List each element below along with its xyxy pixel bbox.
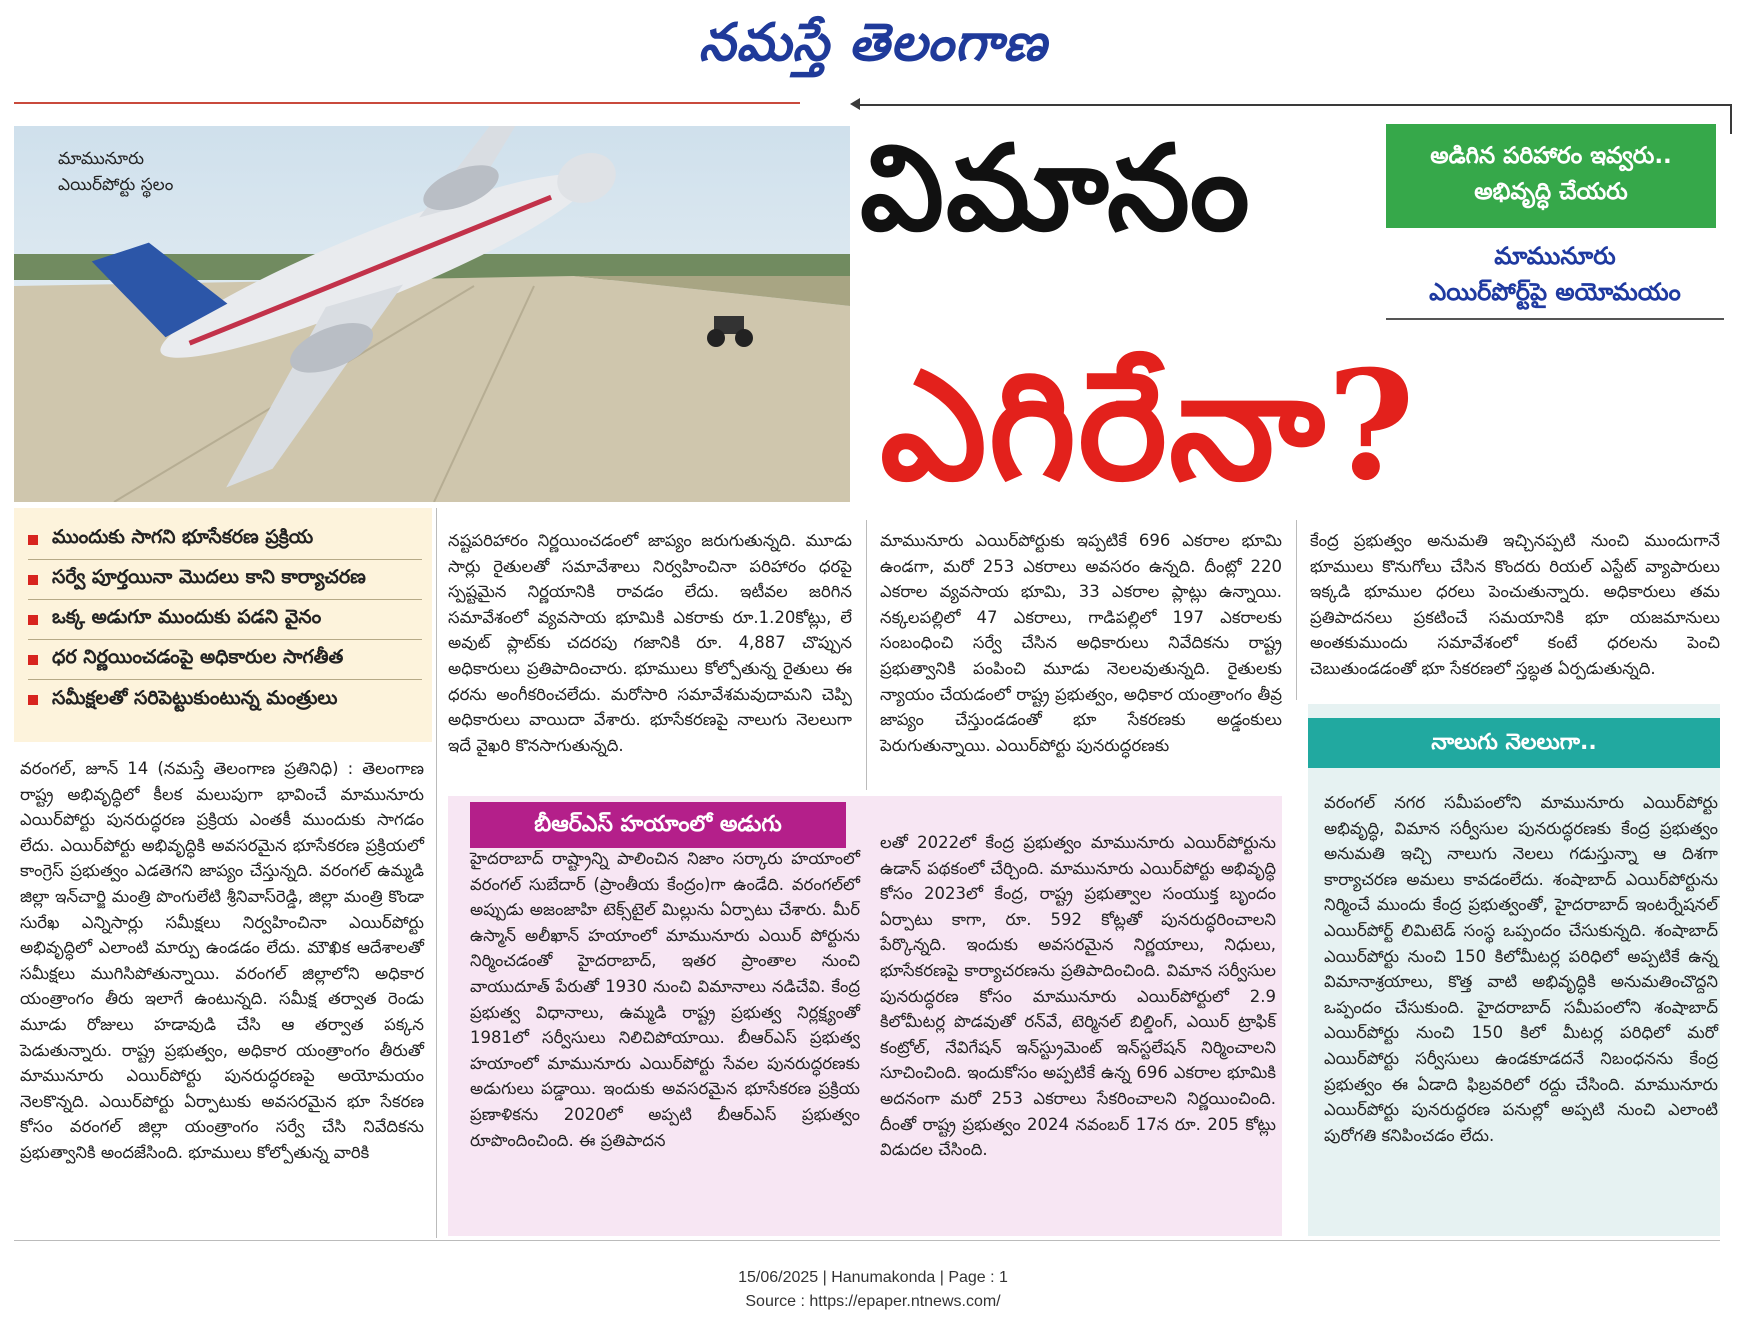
subheadline-line2: ఎయిర్‌పోర్ట్‌పై అయోమయం	[1429, 278, 1681, 306]
highlight-text: ఒక్క అడుగూ ముందుకు పడని వైనం	[52, 606, 322, 628]
headline-line1: విమానం	[860, 118, 1252, 257]
photo-caption-line1: మామునూరు	[58, 149, 145, 169]
column-divider	[866, 520, 867, 790]
article-paragraph: హైదరాబాద్ రాష్ట్రాన్ని పాలించిన నిజాం సర్కారు హయాంలో వరంగల్ సుబేదార్ (ప్రాంతీయ కేంద్రం)గా ఉండేది. వరంగల్‌లో అప్పుడు అజంజాహి టెక్స్‌టైల్ మిల్లును ఏర్పాటు చేశారు. మీర్ ఉస్మాన్ అలీఖాన్ హయాంలో మామునూరు ఎయిర్ పోర్టును నిర్మించడంతో హైదరాబాద్, ఇతర ప్రాంతాల నుంచి వాయుదూత్ పేరుతో 1930 నుంచి విమానాలు నడిచేవి. కేంద్ర ప్రభుత్వ విధానాలు, ఉమ్మడి రాష్ట్ర ప్రభుత్వ నిర్లక్ష్యంతో 1981లో సర్వీసులు నిలిచిపోయాయి. బీఆర్‌ఎస్ ప్రభుత్వ హయాంలో మామునూరు ఎయిర్‌పోర్టు సేవల పునరుద్ధరణకు అడుగులు పడ్డాయి. ఇందుకు అవసరమైన భూసేకరణ ప్రక్రియ ప్రణాళికను 2020లో అప్పటి బీఆర్‌ఎస్ ప్రభుత్వం రూపొందించింది. ఈ ప్రతిపాదన	[470, 849, 860, 1150]
side-story-title: నాలుగు నెలలుగా..	[1308, 718, 1720, 768]
masthead-rule-left	[14, 102, 800, 104]
bottom-rule	[14, 1240, 1720, 1241]
page-footer	[0, 1266, 1746, 1314]
bullet-square-icon	[28, 655, 38, 665]
kicker-line2: అభివృద్ధి చేయరు	[1474, 179, 1628, 205]
subheadline-line1: మామునూరు	[1494, 242, 1616, 270]
highlight-item	[28, 600, 422, 640]
subheadline-underline	[1386, 318, 1724, 320]
column-divider	[436, 508, 437, 1238]
highlight-item	[28, 640, 422, 680]
highlight-text: ముందుకు సాగని భూసేకరణ ప్రక్రియ	[52, 526, 314, 548]
airport-photo	[14, 126, 850, 502]
sidebar-story-column-2	[880, 830, 1276, 1163]
headline-line2: ఎగిరేనా?	[880, 338, 1417, 514]
bullet-square-icon	[28, 615, 38, 625]
article-column-1	[20, 756, 424, 1166]
highlight-item	[28, 560, 422, 600]
masthead-rule-end	[1730, 104, 1732, 134]
highlight-text: సమీక్షలతో సరిపెట్టుకుంటున్న మంత్రులు	[52, 686, 338, 709]
sidebar-story-title: బీఆర్‌ఎస్ హయాంలో అడుగు	[470, 802, 846, 848]
side-story-column	[1324, 790, 1718, 1148]
kicker-line1: అడిగిన పరిహారం ఇవ్వరు..	[1430, 143, 1672, 169]
bullet-square-icon	[28, 575, 38, 585]
article-paragraph: నష్టపరిహారం నిర్ణయించడంలో జాప్యం జరుగుతున్నది. మూడు సార్లు రైతులతో సమావేశాలు నిర్వహించినా పరిహారం ధరపై స్పష్టమైన నిర్ణయానికి రావడం లేదు. ఇటీవల జరిగిన సమావేశంలో వ్యవసాయ భూమికి ఎకరాకు రూ.1.20కోట్లు, లే అవుట్ ప్లాట్‌కు చదరపు గజానికి రూ. 4,887 చొప్పున అధికారులు ప్రతిపాదించారు. భూములు కోల్పోతున్న రైతులు ఈ ధరను అంగీకరించలేదు. మరోసారి సమావేశమవుదామని చెప్పి అధికారులు వాయిదా వేశారు. భూసేకరణపై నాలుగు నెలలుగా ఇదే వైఖరి కొనసాగుతున్నది.	[448, 531, 852, 755]
article-paragraph: కేంద్ర ప్రభుత్వం అనుమతి ఇచ్చినప్పటి నుంచి ముందుగానే భూములు కొనుగోలు చేసిన కొందరు రియల్ ఎస్టేట్ వ్యాపారులు ఇక్కడి భూముల ధరలు పెంచుతున్నారు. అధికారులు తమ ప్రతిపాదనలు ప్రకటించే సమయానికి భూ యజమానులు అంతకుముందు సమావేశంలో కంటే ధరలను పెంచి చెబుతుండడంతో భూ సేకరణలో స్తబ్ధత ఏర్పడుతున్నది.	[1310, 531, 1720, 678]
article-paragraph: మామునూరు ఎయిర్‌పోర్టుకు ఇప్పటికే 696 ఎకరాల భూమి ఉండగా, మరో 253 ఎకరాలు అవసరం ఉన్నది. దీంట్లో 220 ఎకరాల వ్యవసాయ భూమి, 33 ఎకరాల ప్లాట్లు ఉన్నాయి. నక్కలపల్లిలో 47 ఎకరాలు, గాడిపల్లిలో 197 ఎకరాలకు సంబంధించి సర్వే చేసిన అధికారులు నివేదికను రాష్ట్ర ప్రభుత్వానికి పంపించి మూడు నెలలవుతున్నది. రైతులకు న్యాయం చేయడంలో రాష్ట్ర ప్రభుత్వం, అధికార యంత్రాంగం తీవ్ర జాప్యం చేస్తుండడంతో భూ సేకరణకు అడ్డంకులు పెరుగుతున్నాయి. ఎయిర్‌పోర్టు పునరుద్ధరణకు	[880, 531, 1282, 755]
kicker-box	[1386, 124, 1716, 228]
masthead-rule-right	[858, 104, 1732, 106]
article-column-2	[448, 528, 852, 758]
subheadline	[1386, 238, 1724, 310]
footer-edition-info: 15/06/2025 | Hanumakonda | Page : 1	[738, 1269, 1008, 1286]
article-paragraph: వరంగల్ నగర సమీపంలోని మామునూరు ఎయిర్‌పోర్టు అభివృద్ధి, విమాన సర్వీసుల పునరుద్ధరణకు కేంద్ర ప్రభుత్వం అనుమతి ఇచ్చి నాలుగు నెలలు గడుస్తున్నా ఆ దిశగా కార్యాచరణ అమలు కావడంలేదు. శంషాబాద్ ఎయిర్‌పోర్టును నిర్మించే ముందు కేంద్ర ప్రభుత్వంతో, హైదరాబాద్ ఇంటర్నేషనల్ ఎయిర్‌పోర్ట్ లిమిటెడ్ సంస్థ ఒప్పందం చేసుకున్నది. శంషాబాద్ ఎయిర్‌పోర్టు నుంచి 150 కిలోమీటర్ల పరిధిలో అప్పటికే ఉన్న విమానాశ్రయాలు, కొత్త వాటి అభివృద్ధికి అనుమతించొద్దని ఒప్పందం చేసుకుంది. హైదరాబాద్ సమీపంలోని శంషాబాద్ ఎయిర్‌పోర్టు నుంచి 150 కిలో మీటర్ల పరిధిలో మరో ఎయిర్‌పోర్టు సర్వీసులు ఉండకూడదనే నిబంధనను కేంద్ర ప్రభుత్వం ఈ ఏడాది ఫిబ్రవరిలో రద్దు చేసింది. మామునూరు ఎయిర్‌పోర్టు పునరుద్ధరణ పనుల్లో అప్పటి నుంచి ఎలాంటి పురోగతి కనిపించడం లేదు.	[1324, 793, 1718, 1145]
sidebar-story-column-1	[470, 846, 860, 1153]
bullet-square-icon	[28, 695, 38, 705]
highlights-box	[14, 508, 432, 742]
article-column-4	[1310, 528, 1720, 682]
footer-source-link[interactable]: Source : https://epaper.ntnews.com/	[745, 1293, 1001, 1310]
article-paragraph: లతో 2022లో కేంద్ర ప్రభుత్వం మామునూరు ఎయిర్‌పోర్టును ఉడాన్ పథకంలో చేర్చింది. మామునూరు ఎయిర్‌పోర్టు అభివృద్ధి కోసం 2023లో కేంద్ర, రాష్ట్ర ప్రభుత్వాల సంయుక్త బృందం ఏర్పాటు కాగా, రూ. 592 కోట్లతో పునరుద్ధరించాలని పేర్కొన్నది. ఇందుకు అవసరమైన నిర్ణయాలు, నిధులు, భూసేకరణపై కార్యాచరణను ప్రతిపాదించింది. విమాన సర్వీసుల పునరుద్ధరణ కోసం మామునూరు ఎయిర్‌పోర్టులో 2.9 కిలోమీటర్ల పొడవుతో రన్‌వే, టెర్మినల్ బిల్డింగ్, ఎయిర్ ట్రాఫిక్ కంట్రోల్, నేవిగేషన్ ఇన్‌స్ట్రుమెంట్ ఇన్‌స్టలేషన్ నిర్మించాలని సూచించింది. ఇందుకోసం అప్పటికే ఉన్న 696 ఎకరాల భూమికి అదనంగా మరో 253 ఎకరాలు సేకరించాలని నిర్ణయించింది. దీంతో రాష్ట్ర ప్రభుత్వం 2024 నవంబర్ 17న రూ. 205 కోట్లు విడుదల చేసింది.	[880, 833, 1276, 1160]
article-column-3	[880, 528, 1282, 758]
highlight-item	[28, 520, 422, 560]
bullet-square-icon	[28, 535, 38, 545]
article-paragraph: వరంగల్, జూన్ 14 (నమస్తే తెలంగాణ ప్రతినిధి) : తెలంగాణ రాష్ట్ర అభివృద్ధిలో కీలక మలుపుగా భావించే మామునూరు ఎయిర్‌పోర్టు పునరుద్ధరణ ప్రక్రియ ఎంతకీ ముందుకు సాగడం లేదు. ఎయిర్‌పోర్టు అభివృద్ధికి అవసరమైన భూసేకరణ ప్రక్రియలో కాంగ్రెస్ ప్రభుత్వం ఎడతెగని జాప్యం చేస్తున్నది. వరంగల్ ఉమ్మడి జిల్లా ఇన్‌చార్జి మంత్రి పొంగులేటి శ్రీనివాస్‌రెడ్డి, జిల్లా మంత్రి కొండా సురేఖ ఎన్నిసార్లు సమీక్షలు నిర్వహించినా ఎయిర్‌పోర్టు అభివృద్ధిలో ఎలాంటి మార్పు ఉండడం లేదు. మౌఖిక ఆదేశాలతో సమీక్షలు ముగిసిపోతున్నాయి. వరంగల్ జిల్లాలోని అధికార యంత్రాంగం తీరు ఇలాగే ఉంటున్నది. సమీక్ష తర్వాత రెండు మూడు రోజులు హడావుడి చేసి ఆ తర్వాత పక్కన పెడుతున్నారు. రాష్ట్ర ప్రభుత్వం, అధికార యంత్రాంగం తీరుతో మామునూరు ఎయిర్‌పోర్టు పునరుద్ధరణపై అయోమయం నెలకొన్నది. ఎయిర్‌పోర్టు ఏర్పాటుకు అవసరమైన భూ సేకరణ కోసం వరంగల్ జిల్లా యంత్రాంగం సర్వే చేసి నివేదికను ప్రభుత్వానికి అందజేసింది. భూములు కోల్పోతున్న వారికి	[20, 759, 424, 1162]
highlight-item	[28, 680, 422, 720]
highlight-text: ధర నిర్ణయించడంపై అధికారుల సాగతీత	[52, 646, 344, 668]
highlight-text: సర్వే పూర్తయినా మొదలు కాని కార్యాచరణ	[52, 566, 366, 588]
masthead-logo: నమస్తే తెలంగాణ	[698, 12, 1048, 73]
photo-caption-line2: ఎయిర్‌పోర్టు స్థలం	[58, 175, 174, 195]
column-divider	[1296, 520, 1297, 700]
photo-caption	[58, 146, 173, 198]
